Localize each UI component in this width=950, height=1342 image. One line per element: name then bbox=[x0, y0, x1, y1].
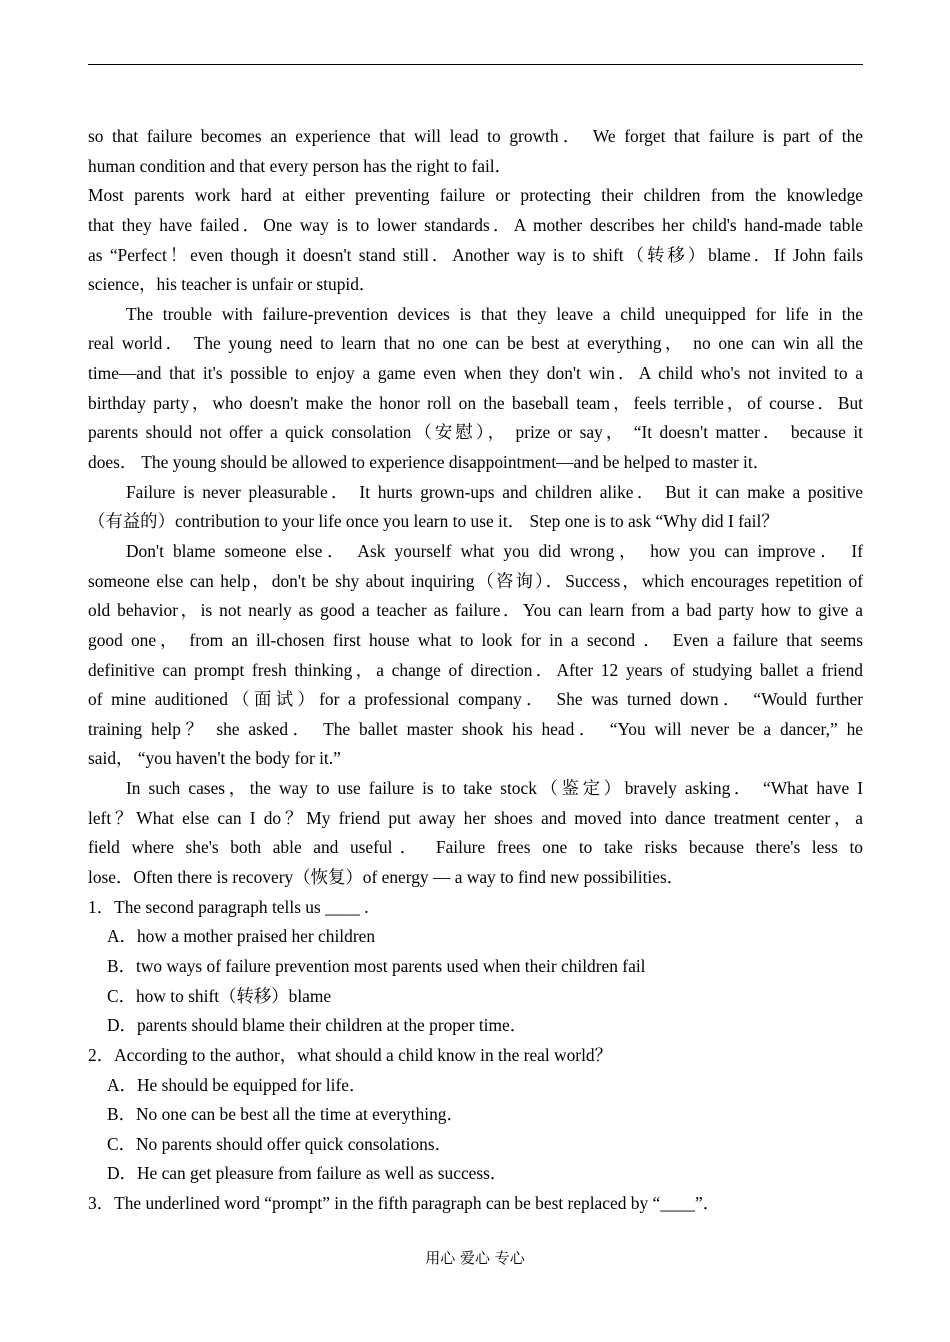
answer-option: A．He should be equipped for life． bbox=[107, 1074, 367, 1095]
paragraph-line: definitive can prompt fresh thinking，a change of direction．After 12 years of studying ballet a friend bbox=[88, 659, 863, 680]
question bbox=[88, 893, 863, 1041]
paragraph-line: training help？ she asked． The ballet master shook his head． “You will never be a dancer,” he bbox=[88, 718, 863, 739]
answer-option: B．two ways of failure prevention most parents used when their children fail bbox=[107, 955, 646, 976]
question-stem: 1．The second paragraph tells us ____ . bbox=[88, 896, 369, 917]
paragraph-line: human condition and that every person has the right to fail． bbox=[88, 155, 513, 176]
paragraph-line: In such cases，the way to use failure is to take stock（鉴定）bravely asking． “What have I bbox=[126, 778, 863, 799]
question bbox=[88, 1189, 863, 1219]
question-stem: 3．The underlined word “prompt” in the fifth paragraph can be best replaced by “____”． bbox=[88, 1193, 721, 1214]
paragraph-line: old behavior，is not nearly as good a teacher as failure．You can learn from a bad party how to give a bbox=[88, 600, 863, 621]
paragraph-line: time—and that it's possible to enjoy a game even when they don't win．A child who's not invited to a bbox=[88, 363, 863, 384]
answer-option: D．He can get pleasure from failure as well as success． bbox=[107, 1163, 508, 1184]
paragraph-line: does． The young should be allowed to experience disappointment—and be helped to master it． bbox=[88, 452, 771, 473]
paragraph-line: as “Perfect！even though it doesn't stand still．Another way is to shift（转移）blame．If John fails bbox=[88, 244, 863, 265]
paragraph-line: birthday party，who doesn't make the honor roll on the baseball team，feels terrible，of course．But bbox=[88, 392, 863, 413]
answer-option: D．parents should blame their children at the proper time． bbox=[107, 1015, 528, 1036]
paragraph-line: science，his teacher is unfair or stupid． bbox=[88, 274, 377, 295]
paragraph-line: Most parents work hard at either preventing failure or protecting their children from the knowledge bbox=[88, 185, 863, 206]
paragraph-line: good one， from an ill-chosen first house what to look for in a second ． Even a failure that seems bbox=[88, 629, 863, 650]
paragraph-line: The trouble with failure-prevention devices is that they leave a child unequipped for life in the bbox=[126, 303, 863, 324]
paragraph-line: Don't blame someone else． Ask yourself what you did wrong， how you can improve． If bbox=[126, 540, 863, 561]
paragraph-line: Failure is never pleasurable． It hurts grown-ups and children alike． But it can make a positive bbox=[126, 481, 863, 502]
header-rule bbox=[88, 64, 863, 65]
page-footer: 用心 爱心 专心 bbox=[425, 1249, 525, 1267]
answer-option: B．No one can be best all the time at everything． bbox=[107, 1104, 464, 1125]
paragraph-line: （有益的）contribution to your life once you learn to use it． Step one is to ask “Why did I fail？ bbox=[88, 511, 779, 532]
paragraph-line: parents should not offer a quick consolation（安慰）， prize or say， “It doesn't matter． because it bbox=[88, 422, 863, 443]
passage-paragraph bbox=[88, 478, 863, 537]
passage-paragraph bbox=[88, 181, 863, 300]
paragraph-line: someone else can help，don't be shy about inquiring（咨询）．Success，which encourages repetition of bbox=[88, 570, 863, 591]
paragraph-line: field where she's both able and useful． Failure frees one to take risks because there's less to bbox=[88, 837, 863, 858]
answer-option: C．how to shift（转移）blame bbox=[107, 985, 332, 1006]
document-body bbox=[88, 122, 863, 1219]
paragraph-line: of mine auditioned（面试）for a professional company． She was turned down． “Would further bbox=[88, 689, 863, 710]
answer-option: A．how a mother praised her children bbox=[107, 926, 376, 947]
paragraph-line: real world． The young need to learn that no one can be best at everything， no one can win all the bbox=[88, 333, 863, 354]
passage-paragraph bbox=[88, 122, 863, 181]
paragraph-line: so that failure becomes an experience that will lead to growth． We forget that failure is part of the bbox=[88, 126, 863, 146]
paragraph-line: that they have failed．One way is to lower standards．A mother describes her child's hand-made table bbox=[88, 214, 863, 235]
question-stem: 2．According to the author，what should a child know in the real world？ bbox=[88, 1044, 613, 1065]
paragraph-line: left？What else can I do？My friend put away her shoes and moved into dance treatment center，a bbox=[88, 807, 863, 828]
passage-paragraph bbox=[88, 300, 863, 478]
paragraph-line: said， “you haven't the body for it.” bbox=[88, 748, 341, 769]
passage-paragraph bbox=[88, 774, 863, 893]
paragraph-line: lose．Often there is recovery（恢复）of energy — a way to find new possibilities． bbox=[88, 867, 685, 888]
question bbox=[88, 1041, 863, 1189]
answer-option: C．No parents should offer quick consolations． bbox=[107, 1133, 453, 1154]
passage-paragraph bbox=[88, 537, 863, 774]
